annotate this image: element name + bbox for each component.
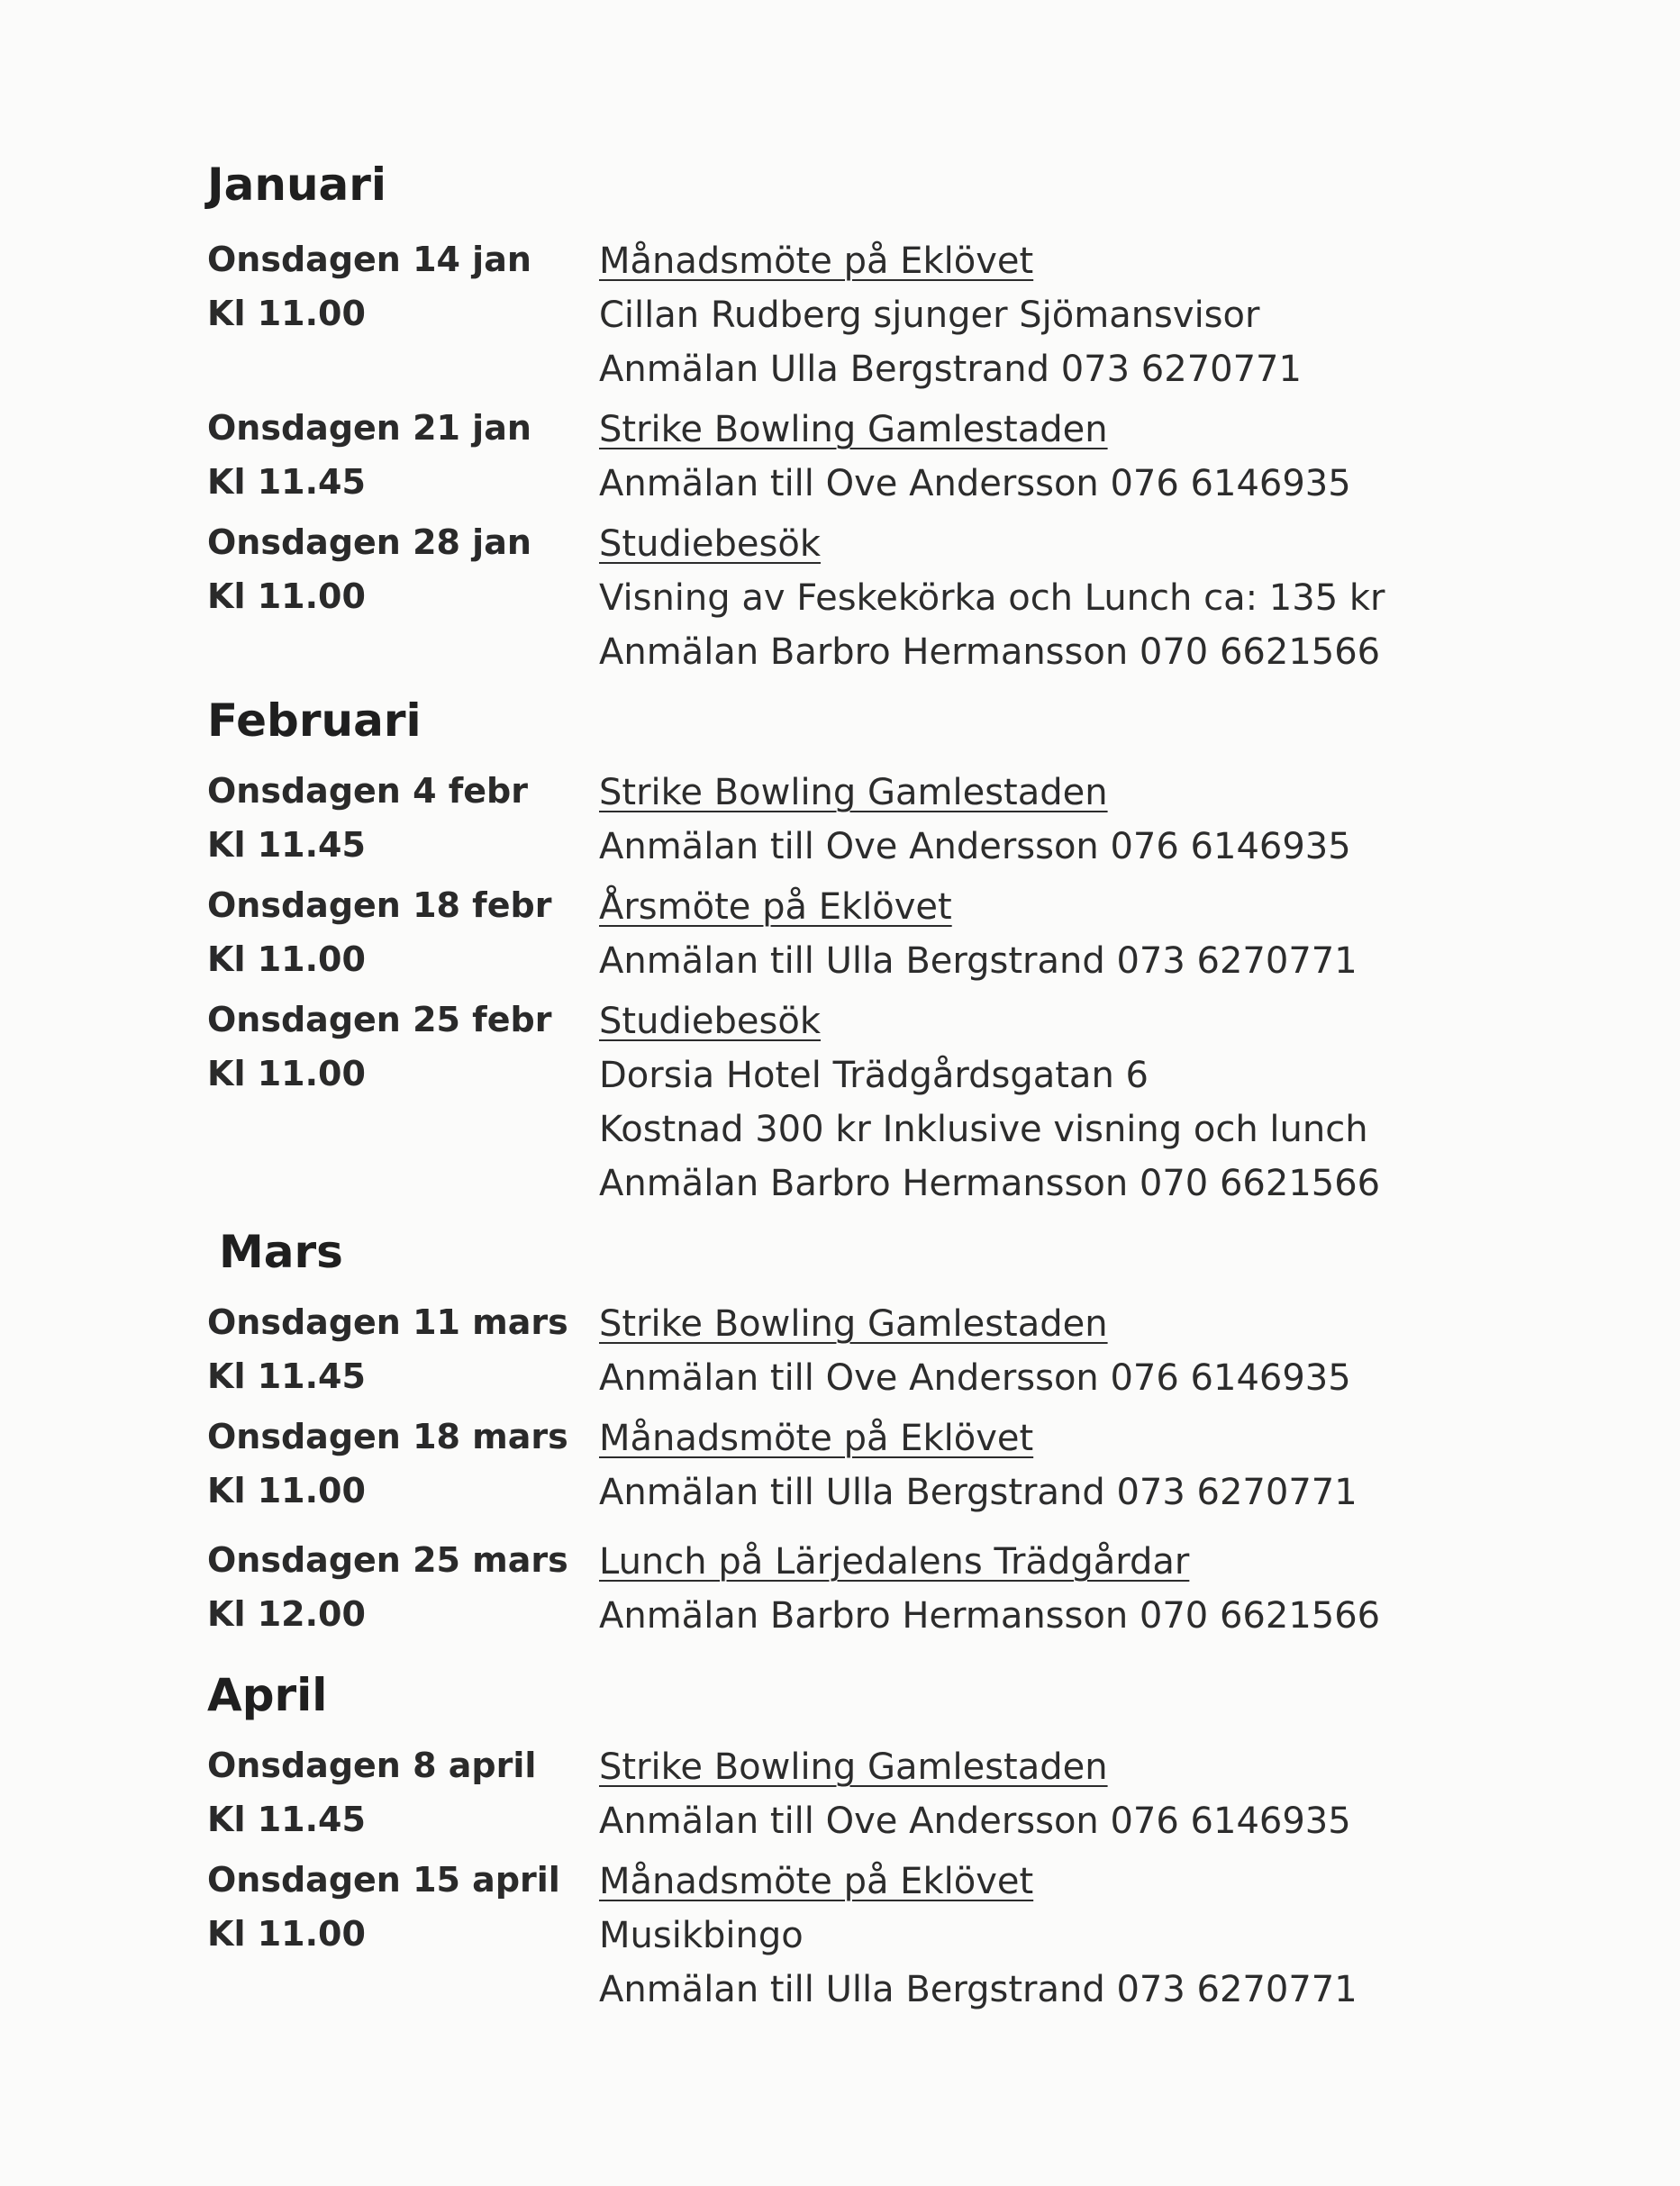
month-heading: Februari — [207, 694, 422, 747]
event-detail-line: Anmälan Barbro Hermansson 070 6621566 — [599, 631, 1381, 673]
event-details — [599, 403, 1500, 511]
event-detail-line: Anmälan till Ulla Bergstrand 073 6270771 — [599, 1969, 1358, 2010]
event-title: Studiebesök — [599, 1001, 822, 1042]
event-day: Onsdagen 25 mars — [207, 1540, 568, 1580]
event-details — [599, 517, 1500, 679]
event-detail-line: Anmälan till Ulla Bergstrand 073 6270771 — [599, 1472, 1358, 1513]
event-day: Onsdagen 18 febr — [207, 885, 552, 925]
event-detail-line: Kostnad 300 kr Inklusive visning och lunch — [599, 1109, 1368, 1150]
event-detail-line: Anmälan till Ove Andersson 076 6146935 — [599, 826, 1351, 867]
event-details — [599, 766, 1500, 874]
event-when — [207, 515, 586, 623]
event-detail-line: Anmälan till Ove Andersson 076 6146935 — [599, 463, 1351, 504]
event-title: Studiebesök — [599, 523, 822, 565]
event-detail-line: Anmälan Barbro Hermansson 070 6621566 — [599, 1163, 1381, 1204]
event-time: Kl 11.45 — [207, 1800, 366, 1839]
event-when — [207, 1295, 586, 1403]
event-details — [599, 1535, 1500, 1643]
event-when — [207, 1853, 586, 1961]
event-day: Onsdagen 4 febr — [207, 771, 528, 811]
event-when — [207, 1410, 586, 1518]
event-details — [599, 1411, 1500, 1519]
event-day: Onsdagen 14 jan — [207, 240, 531, 279]
event-detail-line: Anmälan Barbro Hermansson 070 6621566 — [599, 1595, 1381, 1637]
event-details — [599, 234, 1500, 396]
event-when — [207, 232, 586, 340]
event-detail-line: Anmälan Ulla Bergstrand 073 6270771 — [599, 349, 1302, 390]
event-time: Kl 11.00 — [207, 1054, 366, 1093]
event-title: Månadsmöte på Eklövet — [599, 1418, 1034, 1459]
event-time: Kl 11.00 — [207, 939, 366, 979]
event-day: Onsdagen 11 mars — [207, 1302, 568, 1342]
event-title: Månadsmöte på Eklövet — [599, 1861, 1034, 1902]
event-when — [207, 1738, 586, 1846]
event-time: Kl 11.45 — [207, 1356, 366, 1396]
event-detail-line: Musikbingo — [599, 1915, 804, 1956]
event-when — [207, 1533, 586, 1641]
event-day: Onsdagen 18 mars — [207, 1417, 568, 1456]
event-details — [599, 880, 1500, 988]
event-detail-line: Anmälan till Ove Andersson 076 6146935 — [599, 1357, 1351, 1399]
event-details — [599, 1297, 1500, 1405]
event-time: Kl 11.45 — [207, 825, 366, 865]
event-day: Onsdagen 15 april — [207, 1860, 560, 1900]
event-time: Kl 11.00 — [207, 1914, 366, 1954]
event-time: Kl 11.00 — [207, 1471, 366, 1510]
event-detail-line: Anmälan till Ove Andersson 076 6146935 — [599, 1801, 1351, 1842]
event-when — [207, 993, 586, 1101]
event-title: Månadsmöte på Eklövet — [599, 240, 1034, 282]
month-heading: Mars — [219, 1226, 343, 1278]
event-when — [207, 764, 586, 872]
event-title: Strike Bowling Gamlestaden — [599, 1303, 1108, 1345]
month-heading: April — [207, 1669, 328, 1721]
event-details — [599, 994, 1500, 1211]
month-heading: Januari — [207, 159, 387, 211]
event-title: Strike Bowling Gamlestaden — [599, 409, 1108, 450]
event-day: Onsdagen 25 febr — [207, 1000, 552, 1039]
event-day: Onsdagen 28 jan — [207, 522, 531, 562]
event-title: Lunch på Lärjedalens Trädgårdar — [599, 1541, 1190, 1583]
event-detail-line: Visning av Feskekörka och Lunch ca: 135 kr — [599, 577, 1385, 619]
event-time: Kl 11.00 — [207, 294, 366, 333]
event-time: Kl 11.00 — [207, 576, 366, 616]
event-title: Strike Bowling Gamlestaden — [599, 1746, 1108, 1788]
event-when — [207, 401, 586, 509]
event-details — [599, 1855, 1500, 2017]
event-when — [207, 878, 586, 986]
event-details — [599, 1740, 1500, 1848]
event-day: Onsdagen 21 jan — [207, 408, 531, 448]
event-time: Kl 11.45 — [207, 462, 366, 502]
event-time: Kl 12.00 — [207, 1594, 366, 1634]
event-detail-line: Cillan Rudberg sjunger Sjömansvisor — [599, 295, 1260, 336]
event-detail-line: Anmälan till Ulla Bergstrand 073 6270771 — [599, 940, 1358, 982]
event-detail-line: Dorsia Hotel Trädgårdsgatan 6 — [599, 1055, 1149, 1096]
event-title: Årsmöte på Eklövet — [599, 886, 952, 928]
event-day: Onsdagen 8 april — [207, 1746, 537, 1785]
event-title: Strike Bowling Gamlestaden — [599, 772, 1108, 813]
